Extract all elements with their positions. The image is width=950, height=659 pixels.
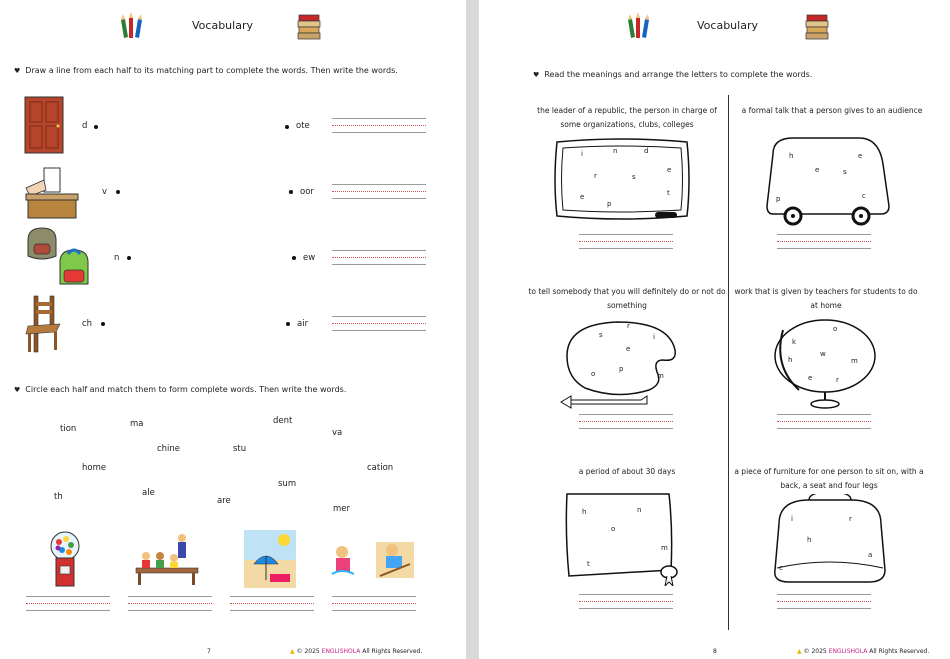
answer-line[interactable]: [332, 316, 426, 317]
scrambled-letter: m: [851, 357, 858, 365]
scrambled-letter: e: [580, 193, 585, 201]
meaning-text: a period of about 30 days: [578, 467, 676, 476]
scrambled-letter: r: [594, 172, 597, 180]
answer-guide: [579, 601, 673, 602]
scrambled-letter: e: [626, 345, 631, 353]
scrambled-letter: m: [661, 544, 668, 552]
rights-text: All Rights Reserved.: [869, 648, 930, 655]
books-stack-icon: [296, 12, 322, 40]
page-number: 7: [207, 648, 211, 655]
books-stack-icon: [804, 12, 830, 40]
word-half-left: v: [102, 187, 108, 197]
chalkboard-icon: [551, 136, 693, 226]
answer-line[interactable]: [579, 594, 673, 595]
answer-guide: [230, 603, 314, 604]
answer-guide: [26, 603, 110, 604]
scrambled-letter: s: [843, 168, 847, 176]
scrambled-letter: h: [788, 356, 793, 364]
answer-line: [332, 610, 416, 611]
word-fragment[interactable]: mer: [333, 504, 351, 514]
word-fragment[interactable]: sum: [278, 479, 297, 489]
scrambled-letter: m: [657, 372, 664, 380]
scrambled-letter: o: [591, 370, 596, 378]
scrambled-letter: s: [599, 331, 603, 339]
instruction-match: ♥ Draw a line from each half to its matching part to complete the words. Then write the words.: [14, 66, 398, 75]
answer-line: [777, 428, 871, 429]
scrambled-letter: r: [627, 322, 630, 330]
word-half-left: n: [114, 253, 120, 263]
scrambled-letter: s: [632, 173, 636, 181]
scrambled-letter: e: [808, 374, 813, 382]
worksheet-page-right: [479, 0, 950, 659]
scrambled-letter: t: [667, 189, 670, 197]
scrambled-letter: c: [862, 192, 866, 200]
copyright-notice: [797, 648, 929, 655]
scrambled-letter: n: [637, 506, 642, 514]
answer-line[interactable]: [332, 596, 416, 597]
answer-line: [777, 608, 871, 609]
word-fragment[interactable]: tion: [60, 424, 77, 434]
scrambled-letter: n: [613, 147, 618, 155]
scrambled-letter: e: [815, 166, 820, 174]
scrambled-letter: o: [611, 525, 616, 533]
scrambled-letter: w: [820, 350, 826, 358]
answer-guide: [777, 601, 871, 602]
scrambled-letter: a: [868, 551, 873, 559]
backpack-icon: [24, 226, 100, 288]
answer-line[interactable]: [579, 234, 673, 235]
answer-line: [128, 610, 212, 611]
brand-name: ENGLISHOLA: [828, 648, 868, 655]
answer-guide: [332, 323, 426, 324]
meaning-text: a formal talk that a person gives to an audience: [741, 106, 923, 115]
lock-icon: ▲: [290, 648, 295, 655]
scrambled-letter: h: [582, 508, 587, 516]
answer-line: [230, 610, 314, 611]
answer-guide: [332, 603, 416, 604]
word-half-right: oor: [300, 187, 314, 197]
scrambled-letter: p: [607, 200, 612, 208]
answer-line: [579, 608, 673, 609]
match-dot[interactable]: [116, 190, 120, 194]
word-half-left: d: [82, 121, 88, 131]
scrambled-letter: k: [792, 338, 797, 346]
match-dot[interactable]: [285, 125, 289, 129]
ballot-box-icon: [24, 166, 80, 220]
match-dot[interactable]: [94, 125, 98, 129]
scrambled-letter: e: [667, 166, 672, 174]
match-dot[interactable]: [127, 256, 131, 260]
answer-guide: [777, 241, 871, 242]
copyright-year: © 2025: [296, 648, 320, 655]
word-fragment[interactable]: va: [332, 428, 343, 438]
instruction-arrange: ♥ Read the meanings and arrange the letters to complete the words.: [533, 70, 813, 79]
scrambled-letter: r: [836, 376, 839, 384]
scrambled-letter: i: [581, 150, 583, 158]
answer-line[interactable]: [332, 118, 426, 119]
instruction-circle: ♥ Circle each half and match them to form complete words. Then write the words.: [14, 385, 347, 394]
answer-guide: [332, 191, 426, 192]
scrambled-letter: c: [779, 564, 783, 572]
word-fragment[interactable]: cation: [367, 463, 394, 473]
word-fragment[interactable]: stu: [233, 444, 247, 454]
summer-kids-icon: [330, 538, 418, 582]
meaning-text: to tell somebody that you will definitely do or not do something: [528, 287, 726, 310]
answer-line: [332, 198, 426, 199]
copyright-year: © 2025: [803, 648, 827, 655]
scrambled-letter: p: [776, 195, 781, 203]
scrambled-letter: d: [644, 147, 649, 155]
classroom-students-icon: [134, 532, 202, 588]
answer-guide: [579, 421, 673, 422]
lock-icon: ▲: [797, 648, 802, 655]
scrambled-letter: r: [849, 515, 852, 523]
word-half-left: ch: [82, 319, 93, 329]
scrambled-letter: e: [858, 152, 863, 160]
bus-icon: [763, 134, 891, 230]
rights-text: All Rights Reserved.: [362, 648, 423, 655]
scrambled-letter: t: [587, 560, 590, 568]
answer-guide: [332, 257, 426, 258]
word-fragment[interactable]: ma: [130, 419, 144, 429]
palette-icon: [557, 316, 693, 412]
meaning-text: work that is given by teachers for students to do at home: [734, 287, 918, 310]
door-icon: [24, 96, 64, 154]
answer-line[interactable]: [579, 414, 673, 415]
scroll-icon: [563, 490, 683, 586]
answer-line[interactable]: [332, 250, 426, 251]
page-title: Vocabulary: [697, 19, 758, 32]
column-divider: [728, 95, 729, 630]
brand-name: ENGLISHOLA: [321, 648, 361, 655]
answer-line[interactable]: [26, 596, 110, 597]
scrambled-letter: h: [807, 536, 812, 544]
chair-icon: [24, 294, 64, 354]
word-half-right: air: [297, 319, 309, 329]
scrambled-letter: i: [791, 515, 793, 523]
word-fragment[interactable]: home: [82, 463, 107, 473]
answer-line[interactable]: [332, 184, 426, 185]
answer-guide: [777, 421, 871, 422]
answer-line[interactable]: [777, 594, 871, 595]
word-half-right: ew: [303, 253, 316, 263]
answer-line: [579, 428, 673, 429]
answer-line: [579, 248, 673, 249]
worksheet-page-left: [0, 0, 466, 659]
answer-line: [332, 264, 426, 265]
answer-line[interactable]: [777, 234, 871, 235]
word-fragment[interactable]: ale: [142, 488, 155, 498]
match-dot[interactable]: [101, 322, 105, 326]
meaning-text: a piece of furniture for one person to sit on, with a back, a seat and four legs: [734, 467, 924, 490]
bag-icon: [769, 494, 891, 586]
copyright-notice: [290, 648, 422, 655]
scrambled-letter: o: [833, 325, 838, 333]
answer-line: [332, 330, 426, 331]
answer-guide: [128, 603, 212, 604]
answer-guide: [332, 125, 426, 126]
answer-line: [777, 248, 871, 249]
meaning-text: the leader of a republic, the person in charge of some organizations, clubs, colleges: [537, 106, 717, 129]
page-title: Vocabulary: [192, 19, 253, 32]
answer-line[interactable]: [128, 596, 212, 597]
beach-vacation-icon: [244, 530, 296, 588]
match-dot[interactable]: [289, 190, 293, 194]
page-number: 8: [713, 648, 717, 655]
scrambled-letter: i: [653, 333, 655, 341]
match-dot[interactable]: [292, 256, 296, 260]
word-fragment[interactable]: dent: [273, 416, 293, 426]
answer-line: [332, 132, 426, 133]
scrambled-letter: p: [619, 365, 624, 373]
scrambled-letter: h: [789, 152, 794, 160]
crayons-icon: [625, 12, 653, 40]
answer-guide: [579, 241, 673, 242]
answer-line[interactable]: [777, 414, 871, 415]
gumball-machine-icon: [50, 530, 80, 588]
word-fragment[interactable]: are: [217, 496, 231, 506]
answer-line: [26, 610, 110, 611]
answer-line[interactable]: [230, 596, 314, 597]
word-fragment[interactable]: th: [54, 492, 63, 502]
match-dot[interactable]: [286, 322, 290, 326]
word-half-right: ote: [296, 121, 310, 131]
crayons-icon: [118, 12, 146, 40]
word-fragment[interactable]: chine: [157, 444, 181, 454]
globe-icon: [769, 316, 881, 412]
